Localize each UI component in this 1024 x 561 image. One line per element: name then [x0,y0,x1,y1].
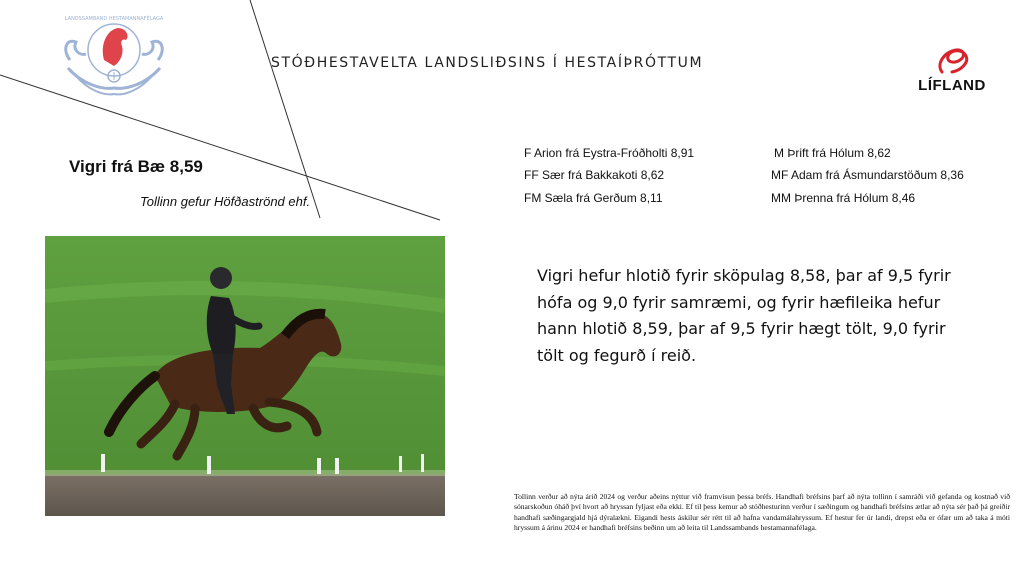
fine-print: Tollinn verður að nýta árið 2024 og verður aðeins nýttur við framvísun þessa bréfs. Handhafi bréfsins þarf að nýta tollinn í samráði við gefanda og kostnað við sónarskoðun óháð því hvort að hryssan fyljast eða ekki. Ef til þess kemur að stóðhesturinn verður í sæðingum og handhafi bréfsins ætlar að nýta sér það þá greiðir handhafi sæðingargjald hjá dýralækni. Eigandi hests áskilur sér rétt til að hafna vandamálahryssum. Ef hestur fer úr landi, drepst eða er ófær um að taka á móti hryssum á árinu 2024 er handhafi bréfsins beðinn um að leita til Landssambands hestamannafélaga. [514,492,1010,533]
pedigree-father-mother: FM Sæla frá Gerðum 8,11 [524,191,663,205]
pedigree-mother-mother: MM Þrenna frá Hólum 8,46 [771,191,916,205]
pedigree-father: F Arion frá Eystra-Fróðholti 8,91 [524,146,695,160]
page-title: STÓÐHESTAVELTA LANDSLIÐSINS Í HESTAÍÞRÓTTUM [271,55,704,71]
pedigree-mother: M Þrift frá Hólum 8,62 [774,146,891,160]
lifland-logo-text: LÍFLAND [918,77,986,94]
lifland-logo [906,44,998,98]
horse-description: Vigri hefur hlotið fyrir sköpulag 8,58, þar af 9,5 fyrir hófa og 9,0 fyrir samræmi, og fyrir hæfileika hefur hann hlotið 8,59, þar af 9,5 fyrir hægt tölt, 9,0 fyrir tölt og fegurð í reið. [537,266,951,365]
horse-photo [45,236,445,516]
lifland-swirl-icon [906,44,998,78]
sponsor-text: Tollinn gefur Höfðaströnd ehf. [140,194,311,209]
horse-name: Vigri frá Bæ 8,59 [69,157,203,176]
pedigree-mother-father: MF Adam frá Ásmundarstöðum 8,36 [771,168,964,182]
landssamband-logo [62,10,166,98]
pedigree-father-father: FF Sær frá Bakkakoti 8,62 [524,168,665,182]
logo-text: LANDSSAMBAND HESTAMANNAFÉLAGA [64,16,164,22]
